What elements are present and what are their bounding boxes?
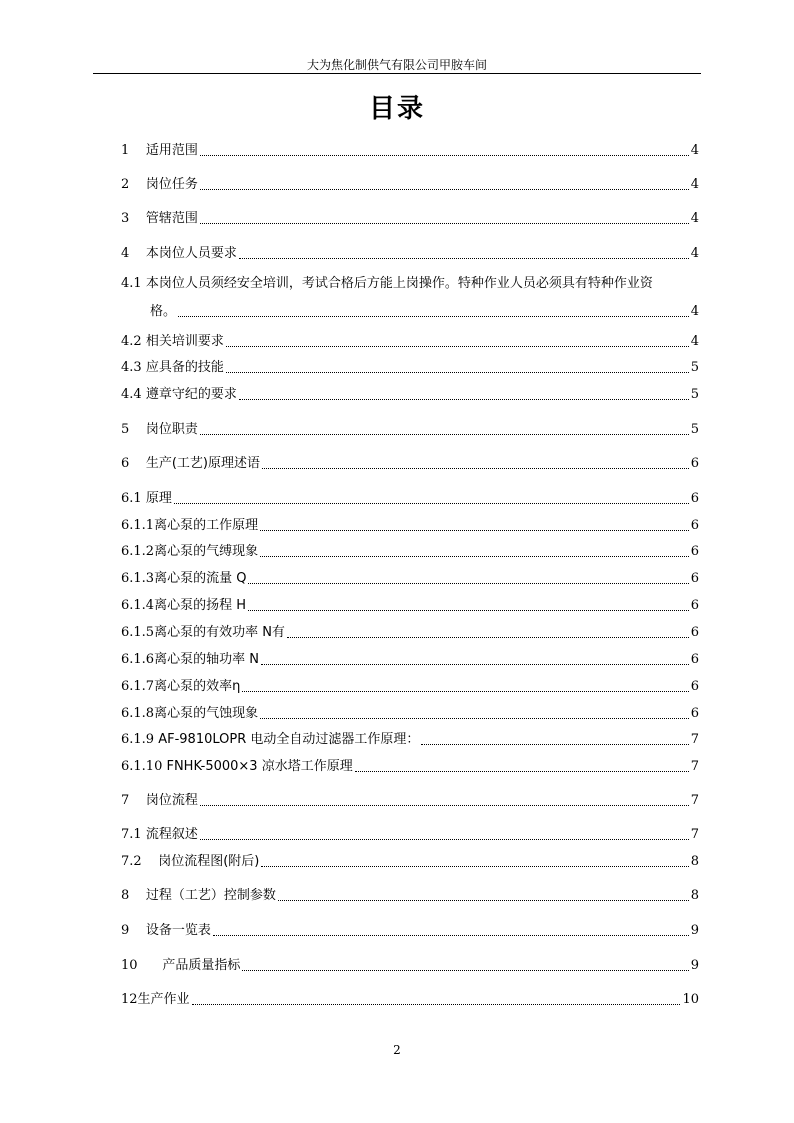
toc-number: 5 [121, 422, 146, 437]
toc-entry-4-3[interactable] [121, 354, 699, 376]
toc-title-text: FNHK-5000×3 凉水塔工作原理 [166, 759, 353, 774]
toc-page-number: 6 [690, 544, 699, 559]
toc-entry-1[interactable] [121, 137, 699, 159]
toc-number: 6.1.7 [121, 679, 155, 694]
dot-leader [421, 744, 688, 745]
toc-number: 8 [121, 888, 146, 903]
toc-title-text: 离心泵的流量 Q [154, 571, 247, 586]
toc-title-text: 本岗位人员须经安全培训，考试合格后方能上岗操作。特种作业人员必须具有特种作业资 [145, 276, 653, 291]
toc-title-text: 离心泵的气缚现象 [154, 544, 259, 559]
dot-leader [278, 900, 689, 901]
toc-entry-6-1-3[interactable] [121, 565, 699, 587]
toc-number: 7.1 [121, 827, 146, 842]
toc-number: 4.1 [121, 276, 146, 291]
toc-number: 10 [121, 958, 163, 973]
toc-page-number: 10 [682, 992, 699, 1007]
toc-entry-6-1-5[interactable] [121, 619, 699, 641]
toc-number: 6.1.1 [121, 518, 155, 533]
toc-title-text: 离心泵的有效功率 N有 [154, 625, 285, 640]
toc-page-number: 4 [690, 304, 699, 319]
toc-title-text: 离心泵的轴功率 N [154, 652, 259, 667]
toc-entry-9[interactable] [121, 917, 699, 939]
toc-entry-2[interactable] [121, 171, 699, 193]
toc-entry-6[interactable] [121, 450, 699, 472]
toc-title-text: 原理 [145, 491, 172, 506]
toc-entry-12[interactable] [121, 986, 699, 1008]
toc-number: 6.1.9 [121, 732, 159, 747]
toc-page-number: 4 [690, 177, 699, 192]
toc-page-number: 6 [690, 571, 699, 586]
toc-title-text: 相关培训要求 [145, 334, 224, 349]
dot-leader [260, 530, 689, 531]
toc-page-number: 5 [690, 422, 699, 437]
toc-page-number: 9 [690, 923, 699, 938]
dot-leader [248, 610, 689, 611]
toc-entry-4-4[interactable] [121, 381, 699, 403]
toc-number: 9 [121, 923, 146, 938]
toc-number: 6.1.10 [121, 759, 167, 774]
toc-number: 6.1.8 [121, 706, 155, 721]
toc-page-number: 6 [690, 652, 699, 667]
toc-title-continuation: 格。 [150, 304, 177, 319]
toc-page-number: 7 [690, 732, 699, 747]
dot-leader [200, 189, 689, 190]
toc-page-number: 6 [690, 456, 699, 471]
toc-page-number: 8 [690, 854, 699, 869]
toc-title-text: 离心泵的效率η [154, 679, 241, 694]
dot-leader [178, 316, 689, 317]
running-header: 大为焦化制供气有限公司甲胺车间 [306, 58, 487, 72]
dot-leader [239, 399, 689, 400]
toc-entry-5[interactable] [121, 416, 699, 438]
dot-leader [355, 771, 689, 772]
toc-entry-6-1-10[interactable] [121, 753, 699, 775]
toc-number: 7 [121, 793, 146, 808]
toc-number: 6.1 [121, 491, 146, 506]
dot-leader [242, 691, 688, 692]
toc-title-text: 管辖范围 [145, 211, 198, 226]
toc-entry-6-1-6[interactable] [121, 646, 699, 668]
dot-leader [248, 583, 688, 584]
toc-number: 4.3 [121, 360, 146, 375]
toc-entry-10[interactable] [121, 952, 699, 974]
dot-leader [262, 468, 689, 469]
toc-entry-6-1-9[interactable] [121, 726, 699, 748]
toc-entry-7-1[interactable] [121, 821, 699, 843]
dot-leader [287, 637, 689, 638]
toc-title-text: 遵章守纪的要求 [145, 387, 237, 402]
toc-title-text: 设备一览表 [145, 923, 211, 938]
toc-page-number: 7 [690, 827, 699, 842]
toc-title-text: 离心泵的气蚀现象 [154, 706, 259, 721]
toc-entry-6-1-7[interactable] [121, 673, 699, 695]
dot-leader [260, 718, 689, 719]
toc-page-number: 7 [690, 759, 699, 774]
toc-entry-6-1-8[interactable] [121, 700, 699, 722]
toc-entry-7[interactable] [121, 787, 699, 809]
dot-leader [174, 503, 689, 504]
toc-page-number: 4 [690, 143, 699, 158]
dot-leader [200, 223, 689, 224]
dot-leader [200, 155, 689, 156]
page-number: 2 [393, 1043, 401, 1057]
dot-leader [239, 258, 689, 259]
toc-number: 12 [121, 992, 138, 1007]
toc-page-number: 6 [690, 491, 699, 506]
toc-title-text: 应具备的技能 [145, 360, 224, 375]
toc-page-number: 9 [690, 958, 699, 973]
toc-number: 4.2 [121, 334, 146, 349]
toc-page-number: 7 [690, 793, 699, 808]
toc-title-text: 流程叙述 [145, 827, 198, 842]
toc-number: 6.1.2 [121, 544, 155, 559]
toc-entry-4-2[interactable] [121, 328, 699, 350]
toc-title: 目录 [368, 94, 425, 124]
toc-page-number: 6 [690, 706, 699, 721]
dot-leader [242, 970, 688, 971]
toc-number: 3 [121, 211, 146, 226]
toc-page-number: 6 [690, 679, 699, 694]
dot-leader [261, 866, 688, 867]
toc-entry-7-2[interactable] [121, 848, 699, 870]
toc-entry-6-1[interactable] [121, 485, 699, 507]
toc-title-text: 生产(工艺)原理述语 [145, 456, 260, 471]
toc-title-text: 产品质量指标 [162, 958, 241, 973]
toc-number: 6.1.4 [121, 598, 155, 613]
toc-title-text: 岗位职责 [145, 422, 198, 437]
toc-title-text: 离心泵的工作原理 [154, 518, 259, 533]
toc-entry-4-1[interactable] [121, 272, 699, 320]
toc-entry-3[interactable] [121, 205, 699, 227]
dot-leader [200, 434, 689, 435]
toc-number: 6.1.6 [121, 652, 155, 667]
dot-leader [200, 839, 689, 840]
dot-leader [192, 1004, 681, 1005]
toc-entry-6-1-2[interactable] [121, 538, 699, 560]
toc-page-number: 4 [690, 211, 699, 226]
toc-title-text: 适用范围 [145, 143, 198, 158]
dot-leader [213, 935, 689, 936]
toc-page-number: 6 [690, 598, 699, 613]
toc-page-number: 4 [690, 246, 699, 261]
toc-title-text: 岗位流程图(附后) [158, 854, 260, 869]
toc-number: 6.1.3 [121, 571, 155, 586]
toc-page-number: 5 [690, 387, 699, 402]
toc-page-number: 6 [690, 625, 699, 640]
toc-page-number: 4 [690, 334, 699, 349]
toc-entry-6-1-1[interactable] [121, 512, 699, 534]
toc-title-text: 生产作业 [137, 992, 190, 1007]
toc-entry-8[interactable] [121, 882, 699, 904]
toc-number: 4.4 [121, 387, 146, 402]
toc-number: 4 [121, 246, 146, 261]
toc-title-text: 离心泵的扬程 H [154, 598, 246, 613]
toc-title-text: 过程（工艺）控制参数 [145, 888, 276, 903]
toc-number: 6 [121, 456, 146, 471]
dot-leader [260, 556, 689, 557]
dot-leader [200, 805, 689, 806]
toc-title-text: 本岗位人员要求 [145, 246, 237, 261]
toc-title-text: AF-9810LOPR 电动全自动过滤器工作原理： [158, 732, 420, 747]
toc-number: 1 [121, 143, 146, 158]
toc-title-text: 岗位流程 [145, 793, 198, 808]
toc-number: 2 [121, 177, 146, 192]
toc-entry-6-1-4[interactable] [121, 592, 699, 614]
dot-leader [226, 346, 689, 347]
dot-leader [226, 372, 689, 373]
toc-page-number: 8 [690, 888, 699, 903]
toc-number: 7.2 [121, 854, 159, 869]
toc-page-number: 5 [690, 360, 699, 375]
dot-leader [261, 664, 689, 665]
header-rule [93, 73, 701, 74]
toc-title-text: 岗位任务 [145, 177, 198, 192]
toc-page-number: 6 [690, 518, 699, 533]
toc-number: 6.1.5 [121, 625, 155, 640]
toc-entry-4[interactable] [121, 240, 699, 262]
